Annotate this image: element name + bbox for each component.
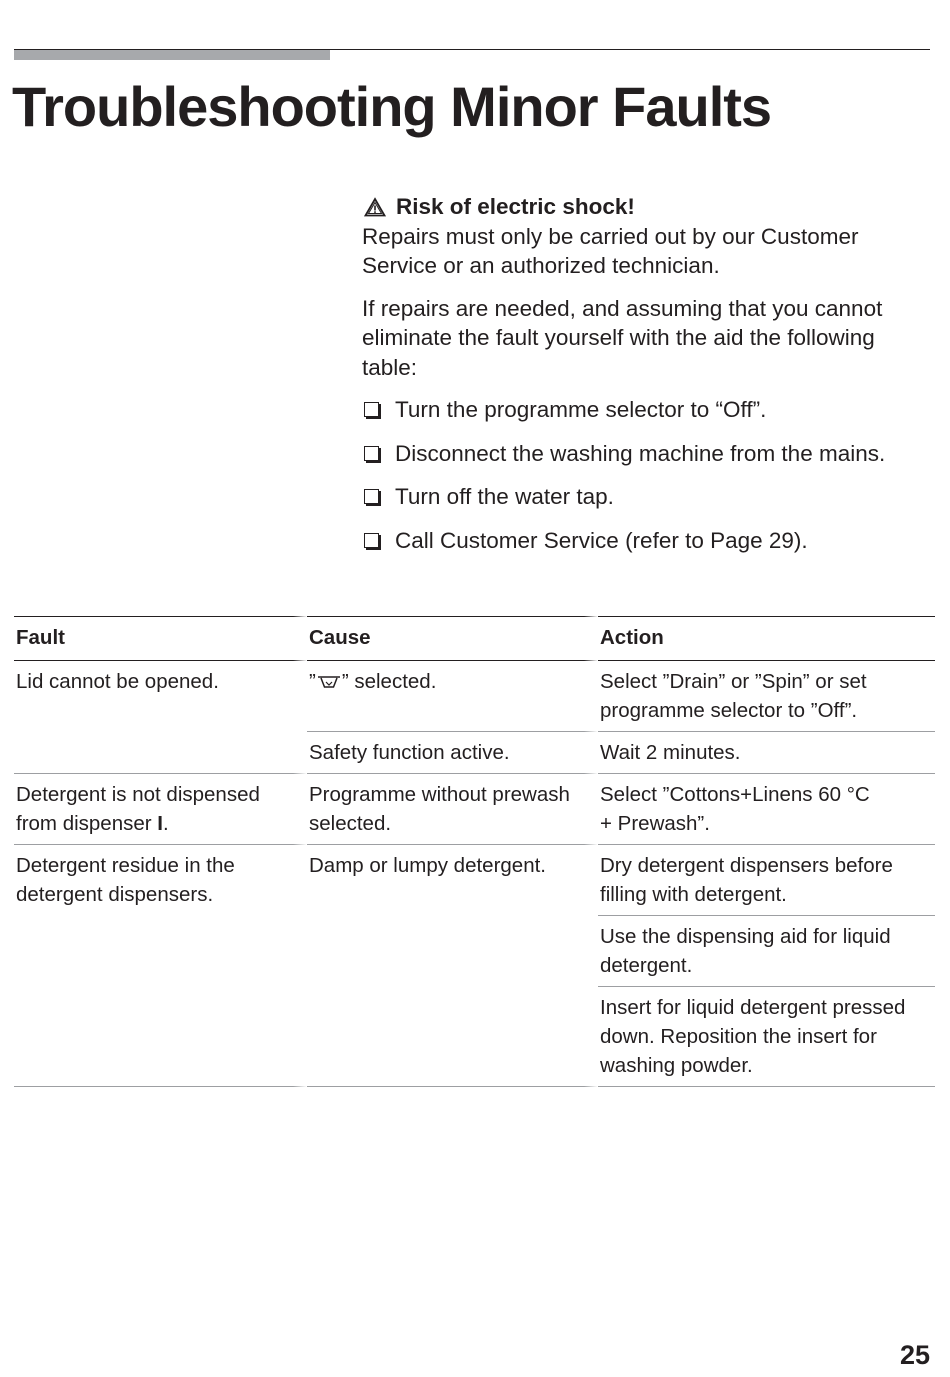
cause-cell: ” ” selected. bbox=[307, 661, 598, 732]
warning-text: Repairs must only be carried out by our Customer Service or an authorized technician. bbox=[362, 223, 859, 278]
page-title: Troubleshooting Minor Faults bbox=[12, 75, 772, 138]
page-number: 25 bbox=[899, 1340, 930, 1370]
intro-text: If repairs are needed, and assuming that you cannot eliminate the fault yourself with the aid the following table: bbox=[362, 295, 883, 380]
cause-cell: Programme without prewash selected. bbox=[307, 774, 598, 845]
section-bar bbox=[14, 50, 330, 60]
cause-cell: Damp or lumpy detergent. bbox=[307, 845, 598, 1087]
action-cell: Select ”Cottons+Linens 60 °C + Prewash”. bbox=[598, 774, 935, 845]
steps-list bbox=[362, 395, 932, 555]
checkbox-bullet-icon bbox=[364, 446, 379, 461]
table-row bbox=[14, 845, 935, 916]
fault-table bbox=[14, 616, 935, 1087]
checkbox-bullet-icon bbox=[364, 533, 379, 548]
header-cause: Cause bbox=[307, 616, 598, 661]
list-item: Call Customer Service (refer to Page 29). bbox=[362, 526, 932, 556]
table-row bbox=[14, 774, 935, 845]
warning-heading bbox=[362, 192, 932, 222]
action-cell: Dry detergent dispensers before filling with detergent. bbox=[598, 845, 935, 916]
table-header-row bbox=[14, 616, 935, 661]
fault-cell: Lid cannot be opened. bbox=[14, 661, 307, 774]
header-fault: Fault bbox=[14, 616, 307, 661]
list-item: Disconnect the washing machine from the mains. bbox=[362, 439, 932, 469]
header-action: Action bbox=[598, 616, 935, 661]
fault-cell: Detergent residue in the detergent dispensers. bbox=[14, 845, 307, 1087]
action-cell: Wait 2 minutes. bbox=[598, 732, 935, 774]
list-item: Turn the programme selector to “Off”. bbox=[362, 395, 932, 425]
warning-heading-text: Risk of electric shock! bbox=[396, 194, 635, 219]
fault-cell: Detergent is not dispensed from dispenser I. bbox=[14, 774, 307, 845]
checkbox-bullet-icon bbox=[364, 489, 379, 504]
action-cell: Select ”Drain” or ”Spin” or set programme selector to ”Off”. bbox=[598, 661, 935, 732]
table-row bbox=[14, 661, 935, 732]
action-cell: Use the dispensing aid for liquid detergent. bbox=[598, 916, 935, 987]
action-cell: Insert for liquid detergent pressed down. Reposition the insert for washing powder. bbox=[598, 987, 935, 1087]
list-item: Turn off the water tap. bbox=[362, 482, 932, 512]
warning-block bbox=[362, 192, 932, 569]
cause-cell: Safety function active. bbox=[307, 732, 598, 774]
warning-triangle-icon bbox=[364, 197, 386, 217]
drain-symbol-icon bbox=[316, 674, 342, 690]
checkbox-bullet-icon bbox=[364, 402, 379, 417]
